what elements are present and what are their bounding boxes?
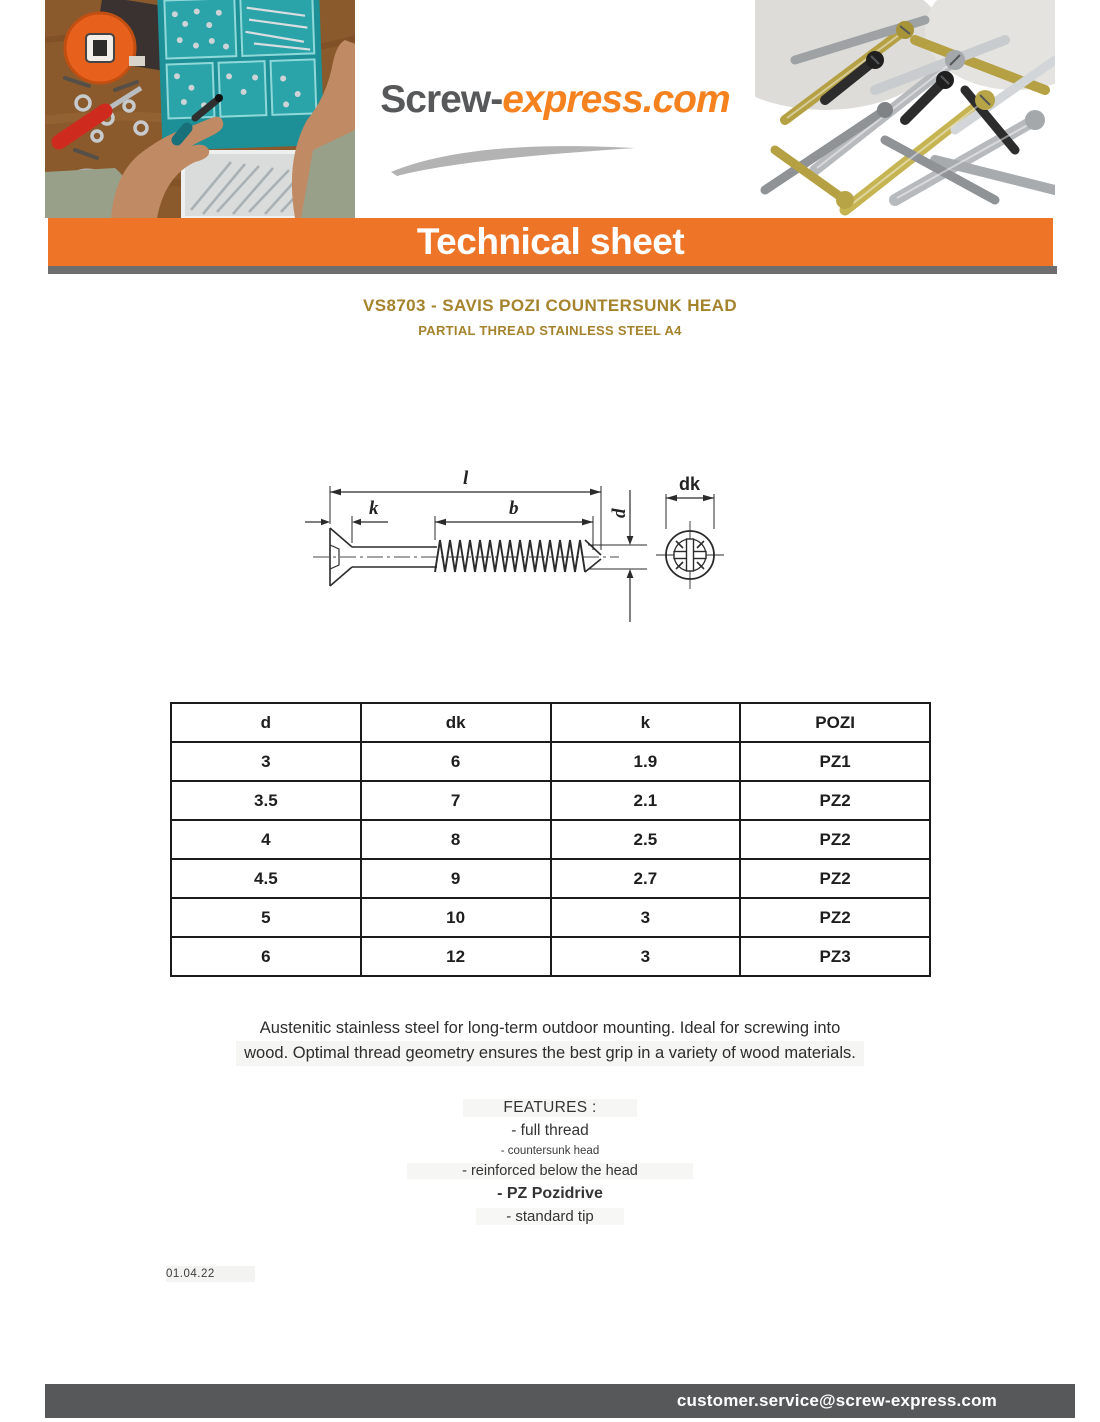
logo (355, 0, 755, 218)
spec-table (170, 702, 931, 977)
revision-date: 01.04.22 (166, 1266, 255, 1282)
table-row (171, 781, 930, 820)
cell: 10 (361, 898, 551, 937)
cell: 4.5 (171, 859, 361, 898)
cell: 3 (171, 742, 361, 781)
cell: 7 (361, 781, 551, 820)
dim-label-l: l (463, 468, 469, 489)
cell: 3 (551, 937, 741, 976)
cell: PZ3 (740, 937, 930, 976)
col-header-d: d (171, 703, 361, 742)
banner-title: Technical sheet (48, 218, 1053, 266)
logo-text (355, 78, 755, 122)
cell: 12 (361, 937, 551, 976)
table-row (171, 937, 930, 976)
cell: 6 (171, 937, 361, 976)
description-line-1: Austenitic stainless steel for long-term outdoor mounting. Ideal for screwing into (259, 1019, 841, 1037)
cell: PZ1 (740, 742, 930, 781)
col-header-dk: dk (361, 703, 551, 742)
logo-part-1: Screw- (380, 78, 503, 121)
spec-table-header-row (171, 703, 930, 742)
dim-label-dk: dk (679, 474, 701, 494)
footer-email: customer.service@screw-express.com (45, 1384, 1075, 1418)
clear-screw-box (183, 152, 311, 218)
description-line-2: wood. Optimal thread geometry ensures the best grip in a variety of wood materials. (236, 1041, 864, 1066)
cell: 8 (361, 820, 551, 859)
cell: 3.5 (171, 781, 361, 820)
cell: 5 (171, 898, 361, 937)
workbench-photo (45, 0, 355, 218)
feature-item: - PZ Pozidrive (497, 1185, 603, 1202)
product-title: VS8703 - SAVIS POZI COUNTERSUNK HEAD (363, 296, 737, 315)
feature-item: - reinforced below the head (407, 1163, 693, 1179)
features-section (0, 1099, 1100, 1231)
screw-technical-drawing (285, 450, 735, 625)
feature-item: - standard tip (476, 1208, 624, 1225)
cell: 6 (361, 742, 551, 781)
cell: 2.7 (551, 859, 741, 898)
dim-label-d: d (609, 508, 630, 518)
dim-label-b: b (509, 498, 519, 519)
cell: PZ2 (740, 820, 930, 859)
feature-item: - full thread (511, 1122, 589, 1139)
logo-swoosh (385, 138, 645, 178)
cell: PZ2 (740, 859, 930, 898)
col-header-k: k (551, 703, 741, 742)
table-row (171, 859, 930, 898)
product-subtitle: PARTIAL THREAD STAINLESS STEEL A4 (418, 323, 682, 338)
feature-item: - countersunk head (500, 1145, 600, 1157)
cell: PZ2 (740, 898, 930, 937)
cell: 1.9 (551, 742, 741, 781)
table-row (171, 820, 930, 859)
screws-pile-photo (755, 0, 1055, 218)
cell: 3 (551, 898, 741, 937)
cell: 4 (171, 820, 361, 859)
cell: 2.1 (551, 781, 741, 820)
features-heading: FEATURES : (463, 1099, 636, 1117)
cell: PZ2 (740, 781, 930, 820)
banner-underline (48, 266, 1057, 274)
table-row (171, 742, 930, 781)
cell: 2.5 (551, 820, 741, 859)
table-row (171, 898, 930, 937)
logo-part-2: express.com (502, 78, 730, 121)
col-header-pozi: POZI (740, 703, 930, 742)
cell: 9 (361, 859, 551, 898)
dim-label-k: k (369, 498, 379, 519)
description (0, 1016, 1100, 1066)
